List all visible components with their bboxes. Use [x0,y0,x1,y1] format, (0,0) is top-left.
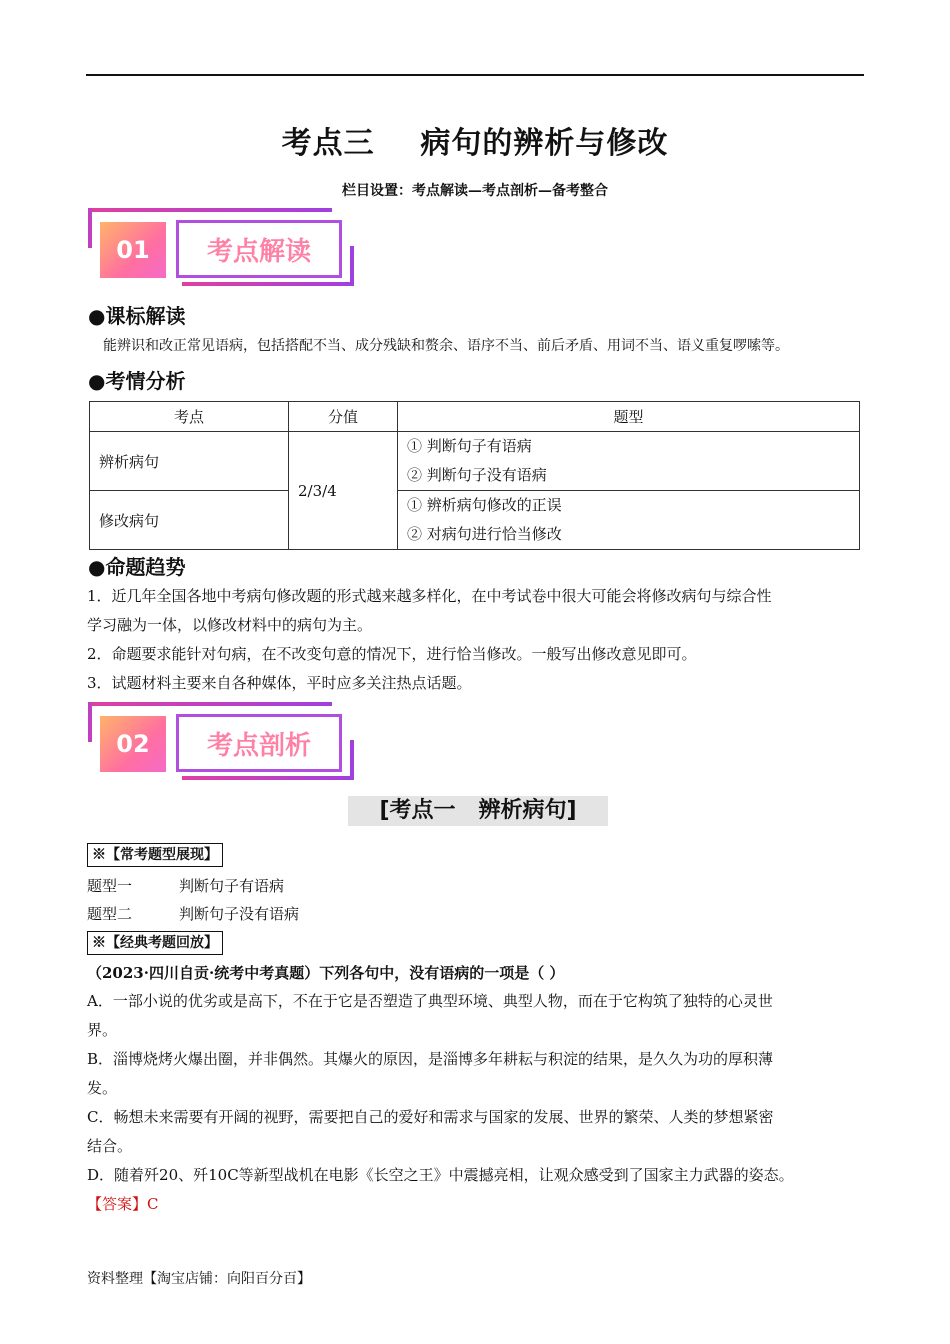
table-header-row [90,402,860,432]
section-banner-02 [86,702,356,782]
standard-text: 能辨识和改正常见语病，包括搭配不当、成分残缺和赘余、语序不当、前后矛盾、用词不当、语义重复啰嗦等。 [103,338,789,354]
box-label-types: ※【常考题型展现】 [87,843,223,867]
table-cell-types [398,432,860,491]
heading-analysis: ●考情分析 [88,369,186,393]
type-desc: 判断句子有语病 [179,877,285,895]
footer-text: 资料整理【淘宝店铺：向阳百分百】 [87,1271,311,1287]
table-header: 分值 [289,402,398,432]
answer-value: C [147,1195,159,1213]
question-stem: （2023·四川自贡·统考中考真题）下列各句中，没有语病的一项是（ ） [87,964,565,982]
type-label: 题型二 [87,905,133,923]
option-line: A．一部小说的优劣或是高下，不在于它是否塑造了典型环境、典型人物，而在于它构筑了独特的心灵世 [87,992,773,1010]
type-desc: 判断句子没有语病 [179,905,300,923]
banner-frame [182,776,354,780]
table-type-item: ② 对病句进行恰当修改 [407,525,562,543]
table-type-item: ② 判断句子没有语病 [407,466,547,484]
trend-line: 学习融为一体，以修改材料中的病句为主。 [87,616,373,634]
page-subtitle: 栏目设置：考点解读—考点剖析—备考整合 [342,183,608,199]
table-header: 题型 [398,402,860,432]
banner-frame [88,702,332,706]
box-label-classic: ※【经典考题回放】 [87,931,223,955]
trend-line: 2．命题要求能针对句病，在不改变句意的情况下，进行恰当修改。一般写出修改意见即可。 [87,645,697,663]
answer-tag: 【答案】 [87,1195,148,1213]
table-cell-types [398,491,860,550]
option-line: 结合。 [87,1137,133,1155]
option-line: 发。 [87,1079,118,1097]
options-list [87,987,794,1219]
banner-label: 考点剖析 [176,714,342,772]
banner-frame [88,208,92,248]
table-type-item: ① 辨析病句修改的正误 [407,496,562,514]
option-line: 界。 [87,1021,118,1039]
type-label: 题型一 [87,877,133,895]
heading-standard: ●课标解读 [88,304,186,328]
trend-list [87,582,772,698]
table-row [90,491,860,550]
banner-label: 考点解读 [176,220,342,278]
banner-number: 01 [100,222,166,278]
page-title: 考点三 病句的辨析与修改 [281,126,669,161]
type-row [87,872,487,901]
table-cell-point: 修改病句 [90,491,289,550]
table-row [90,432,860,491]
table-cell-point: 辨析病句 [90,432,289,491]
type-row [87,900,487,929]
banner-frame [350,246,354,286]
option-line: D．随着歼20、歼10C等新型战机在电影《长空之王》中震撼亮相，让观众感受到了国家主力武器的姿态。 [87,1166,794,1184]
trend-line: 3．试题材料主要来自各种媒体，平时应多关注热点话题。 [87,674,472,692]
kaodian-title: [考点一 辨析病句] [348,796,608,826]
table-type-item: ① 判断句子有语病 [407,437,532,455]
banner-number: 02 [100,716,166,772]
heading-trend: ●命题趋势 [88,555,186,579]
section-banner-01 [86,208,356,288]
top-rule [86,74,864,76]
table-header: 考点 [90,402,289,432]
banner-frame [88,702,92,742]
option-line: C．畅想未来需要有开阔的视野，需要把自己的爱好和需求与国家的发展、世界的繁荣、人类的梦想紧密 [87,1108,774,1126]
banner-frame [182,282,354,286]
banner-frame [88,208,332,212]
analysis-table [89,401,860,550]
trend-line: 1．近几年全国各地中考病句修改题的形式越来越多样化，在中考试卷中很大可能会将修改病句与综合性 [87,587,772,605]
option-line: B．淄博烧烤火爆出圈，并非偶然。其爆火的原因，是淄博多年耕耘与积淀的结果，是久久为功的厚积薄 [87,1050,774,1068]
answer-line [87,1190,794,1219]
banner-frame [350,740,354,780]
table-cell-score: 2/3/4 [289,432,398,550]
